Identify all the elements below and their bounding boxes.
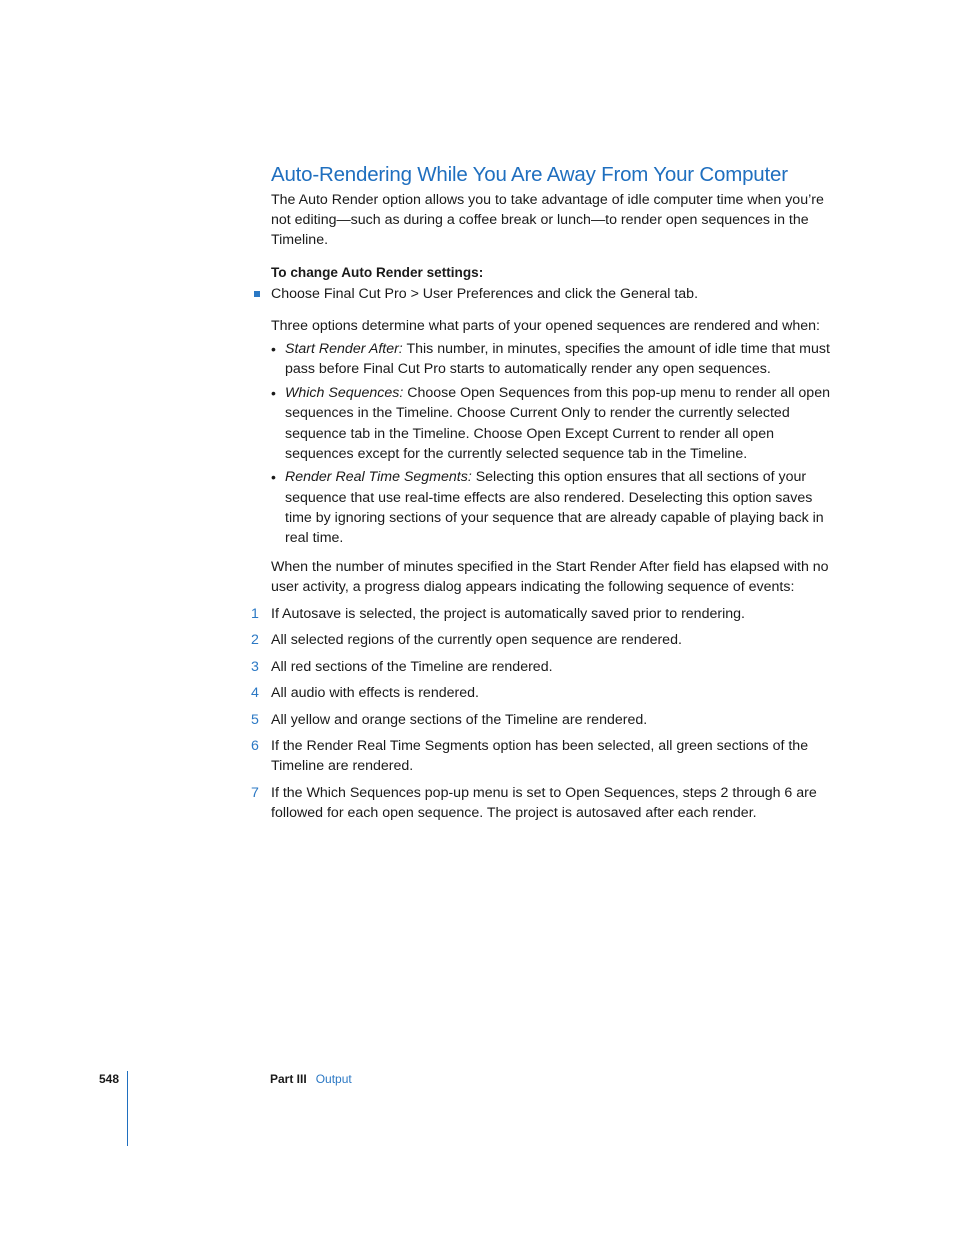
- event-item: [251, 736, 831, 776]
- events-list: [251, 604, 831, 824]
- event-text: All audio with effects is rendered.: [271, 685, 479, 702]
- option-text: Choose Open Sequences from this pop-up menu to render all open sequences in the Timeline. Choose Current Only to render the currently selected sequence tab in the Timeline. Choose Open Except Current to render all open sequences except for the currently selected sequence tab in the Timeline.: [285, 385, 830, 462]
- step-number: 5: [251, 711, 259, 728]
- step-number: 1: [251, 605, 259, 622]
- bullet-dot-icon: •: [271, 341, 276, 358]
- task-step: [271, 284, 831, 304]
- section-title: Auto-Rendering While You Are Away From Your Computer: [271, 163, 788, 186]
- footer-divider: [127, 1071, 128, 1146]
- square-bullet-icon: [254, 291, 260, 297]
- options-intro: Three options determine what parts of your opened sequences are rendered and when:: [271, 318, 820, 335]
- events-intro: When the number of minutes specified in the Start Render After field has elapsed with no user activity, a progress dialog appears indicating the following sequence of events:: [271, 559, 829, 596]
- step-number: 3: [251, 658, 259, 675]
- event-item: [251, 783, 831, 823]
- bullet-dot-icon: •: [271, 385, 276, 402]
- option-item: [271, 383, 831, 464]
- step-number: 6: [251, 738, 259, 755]
- option-term: Start Render After:: [285, 341, 403, 358]
- event-item: [251, 630, 831, 650]
- page-number: 548: [99, 1072, 120, 1086]
- option-item: [271, 467, 831, 548]
- option-item: [271, 339, 831, 379]
- option-text: Selecting this option ensures that all sections of your sequence that use real-time effects are also rendered. Deselecting this option saves time by ignoring sections of your sequence that are already capable of playing back in real time.: [285, 469, 824, 547]
- step-number: 2: [251, 632, 259, 649]
- footer-part: [270, 1072, 352, 1086]
- option-text: This number, in minutes, specifies the amount of idle time that must pass before Final Cut Pro starts to automatically render any open sequences.: [285, 341, 830, 378]
- event-text: All yellow and orange sections of the Timeline are rendered.: [271, 711, 648, 728]
- event-item: [251, 710, 831, 730]
- task-heading: To change Auto Render settings:: [271, 264, 484, 280]
- event-item: [251, 683, 831, 703]
- part-name-link[interactable]: Output: [315, 1072, 352, 1086]
- intro-paragraph: The Auto Render option allows you to take advantage of idle computer time when you’re not editing—such as during a coffee break or lunch—to render open sequences in the Timeline.: [271, 192, 824, 249]
- event-text: If the Which Sequences pop-up menu is set to Open Sequences, steps 2 through 6 are followed for each open sequence. The project is autosaved after each render.: [271, 784, 817, 822]
- part-label: Part III: [270, 1072, 307, 1086]
- page-content: [251, 160, 831, 830]
- task-step-text: Choose Final Cut Pro > User Preferences and click the General tab.: [271, 285, 699, 302]
- event-text: All red sections of the Timeline are rendered.: [271, 658, 553, 675]
- bullet-dot-icon: •: [271, 469, 276, 486]
- step-number: 7: [251, 784, 259, 801]
- event-item: [251, 604, 831, 624]
- options-list: [271, 339, 831, 548]
- step-number: 4: [251, 685, 259, 702]
- option-term: Render Real Time Segments:: [285, 469, 472, 486]
- option-term: Which Sequences:: [285, 385, 404, 402]
- event-text: If the Render Real Time Segments option has been selected, all green sections of the Timeline are rendered.: [271, 738, 809, 775]
- event-text: All selected regions of the currently open sequence are rendered.: [271, 632, 682, 649]
- event-text: If Autosave is selected, the project is automatically saved prior to rendering.: [271, 605, 745, 622]
- event-item: [251, 657, 831, 677]
